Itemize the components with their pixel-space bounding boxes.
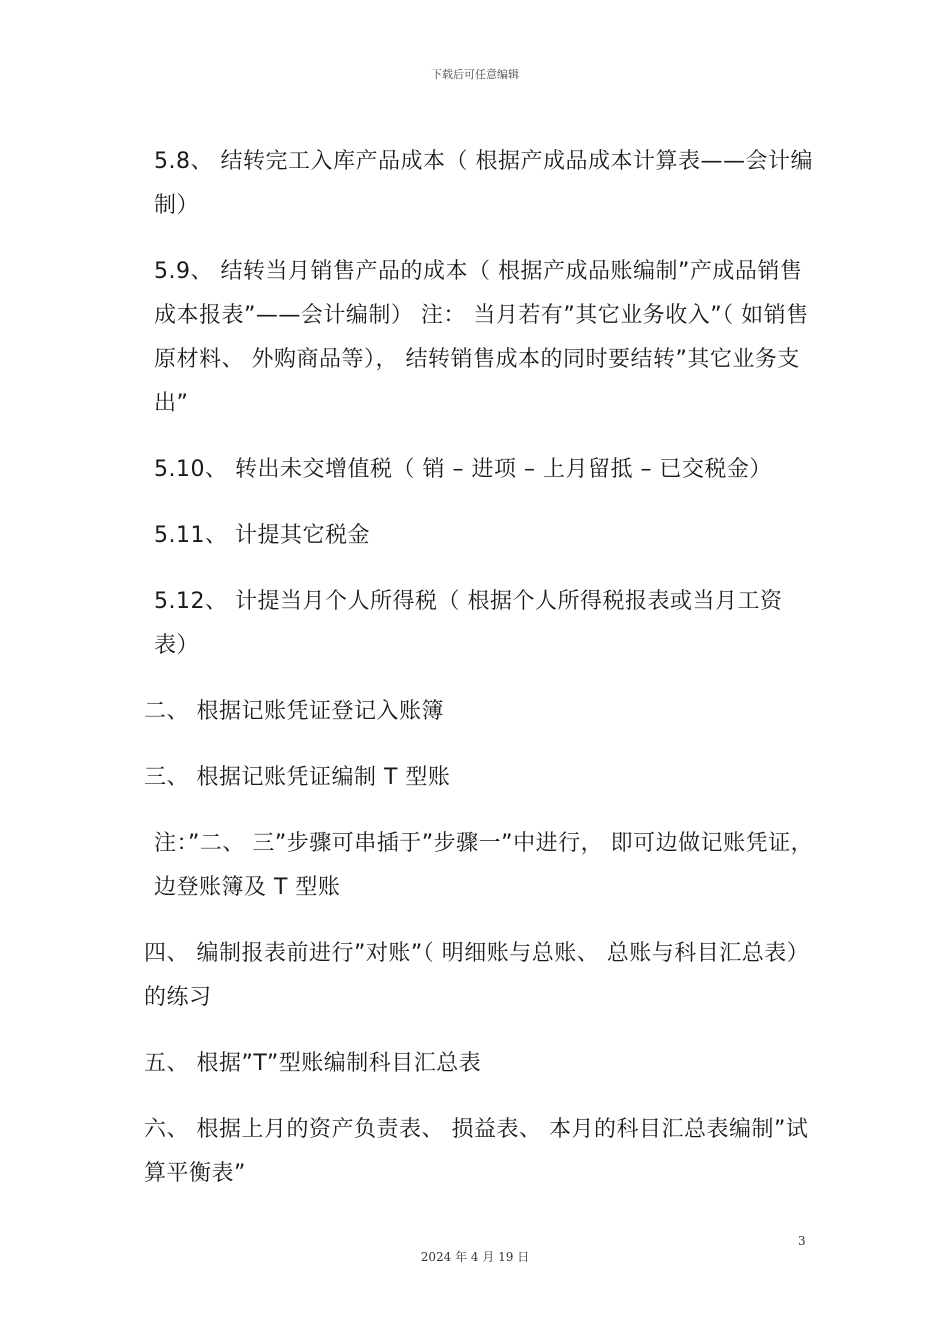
paragraph-5-9: 5.9、 结转当月销售产品的成本（ 根据产成品账编制”产成品销售成本报表”——会计编制） 注： 当月若有”其它业务收入”（ 如销售原材料、 外购商品等）， 结转销售成本的同时要结转”其它业务支出”	[154, 259, 809, 416]
paragraph-5-12: 5.12、 计提当月个人所得税（ 根据个人所得税报表或当月工资表）	[154, 589, 783, 658]
paragraph-step-4: 四、 编制报表前进行”对账”（ 明细账与总账、 总账与科目汇总表） 的练习	[144, 941, 810, 1010]
paragraph-5-11: 5.11、 计提其它税金	[154, 523, 370, 548]
page-number: 3	[798, 1234, 806, 1248]
paragraph-step-2: 二、 根据记账凭证登记入账簿	[144, 699, 444, 724]
paragraph-step-3: 三、 根据记账凭证编制 T 型账	[144, 765, 451, 790]
paragraph-note: 注：”二、 三”步骤可串插于”步骤一”中进行， 即可边做记账凭证， 边登账簿及 T 型账	[154, 831, 814, 900]
page-header: 下载后可任意编辑	[431, 68, 519, 81]
document-body	[144, 140, 814, 1196]
paragraph-step-5: 五、 根据”T”型账编制科目汇总表	[144, 1051, 482, 1076]
paragraph-5-8: 5.8、 结转完工入库产品成本（ 根据产成品成本计算表——会计编制）	[154, 149, 813, 218]
page-footer-date: 2024 年 4 月 19 日	[420, 1250, 530, 1264]
paragraph-step-6: 六、 根据上月的资产负责表、 损益表、 本月的科目汇总表编制”试算平衡表”	[144, 1117, 809, 1186]
paragraph-5-10: 5.10、 转出未交增值税（ 销 – 进项 – 上月留抵 – 已交税金）	[154, 457, 772, 482]
